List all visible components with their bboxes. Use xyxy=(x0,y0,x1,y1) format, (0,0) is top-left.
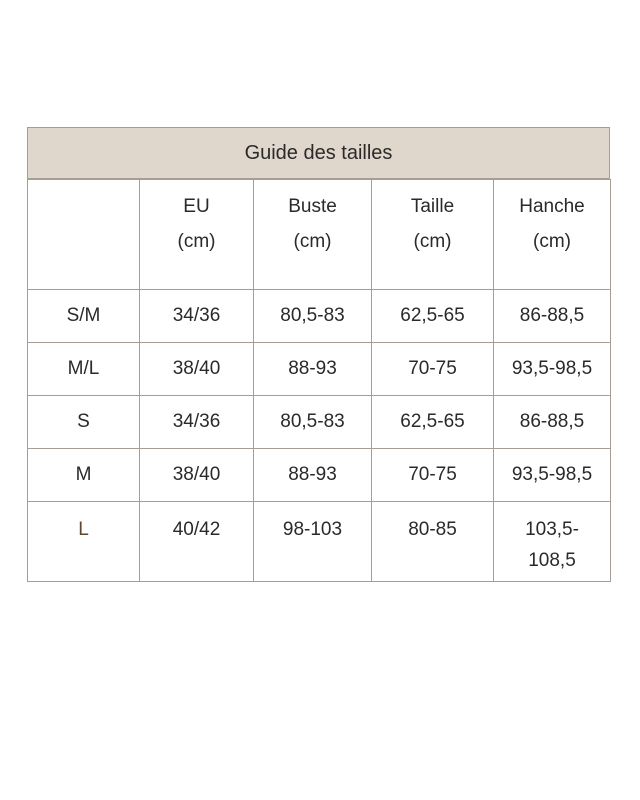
taille-cell: 70-75 xyxy=(372,449,494,502)
hanche-line-2: 108,5 xyxy=(528,550,576,571)
table-row xyxy=(28,290,611,343)
size-cell: L xyxy=(28,502,140,582)
size-guide-title: Guide des tailles xyxy=(27,127,610,179)
header-hanche-label: Hanche xyxy=(519,196,585,217)
buste-cell: 80,5-83 xyxy=(254,396,372,449)
header-buste xyxy=(254,180,372,290)
header-taille-label: Taille xyxy=(410,196,455,217)
buste-cell: 98-103 xyxy=(254,502,372,582)
size-cell: M xyxy=(28,449,140,502)
taille-cell: 80-85 xyxy=(372,502,494,582)
header-hanche xyxy=(494,180,611,290)
eu-cell: 34/36 xyxy=(140,396,254,449)
table-header-row xyxy=(28,180,611,290)
header-taille-unit: (cm) xyxy=(413,231,452,252)
header-taille xyxy=(372,180,494,290)
eu-cell: 38/40 xyxy=(140,449,254,502)
taille-cell: 62,5-65 xyxy=(372,290,494,343)
buste-cell: 80,5-83 xyxy=(254,290,372,343)
table-row xyxy=(28,396,611,449)
table-row xyxy=(28,449,611,502)
header-eu-label: EU xyxy=(183,196,210,217)
hanche-cell xyxy=(494,502,611,582)
header-eu xyxy=(140,180,254,290)
header-buste-unit: (cm) xyxy=(293,231,332,252)
hanche-cell: 86-88,5 xyxy=(494,290,611,343)
taille-cell: 62,5-65 xyxy=(372,396,494,449)
taille-cell: 70-75 xyxy=(372,343,494,396)
header-buste-label: Buste xyxy=(288,196,337,217)
table-row xyxy=(28,502,611,582)
eu-cell: 38/40 xyxy=(140,343,254,396)
size-table xyxy=(27,179,611,582)
header-eu-unit: (cm) xyxy=(177,231,216,252)
buste-cell: 88-93 xyxy=(254,449,372,502)
hanche-line-1: 103,5- xyxy=(525,519,579,540)
hanche-cell: 93,5-98,5 xyxy=(494,449,611,502)
header-size-cell xyxy=(28,180,140,290)
hanche-cell: 93,5-98,5 xyxy=(494,343,611,396)
size-cell: S/M xyxy=(28,290,140,343)
size-cell: S xyxy=(28,396,140,449)
size-guide xyxy=(27,127,610,582)
size-cell: M/L xyxy=(28,343,140,396)
table-row xyxy=(28,343,611,396)
buste-cell: 88-93 xyxy=(254,343,372,396)
eu-cell: 34/36 xyxy=(140,290,254,343)
eu-cell: 40/42 xyxy=(140,502,254,582)
header-hanche-unit: (cm) xyxy=(533,231,571,252)
hanche-cell: 86-88,5 xyxy=(494,396,611,449)
